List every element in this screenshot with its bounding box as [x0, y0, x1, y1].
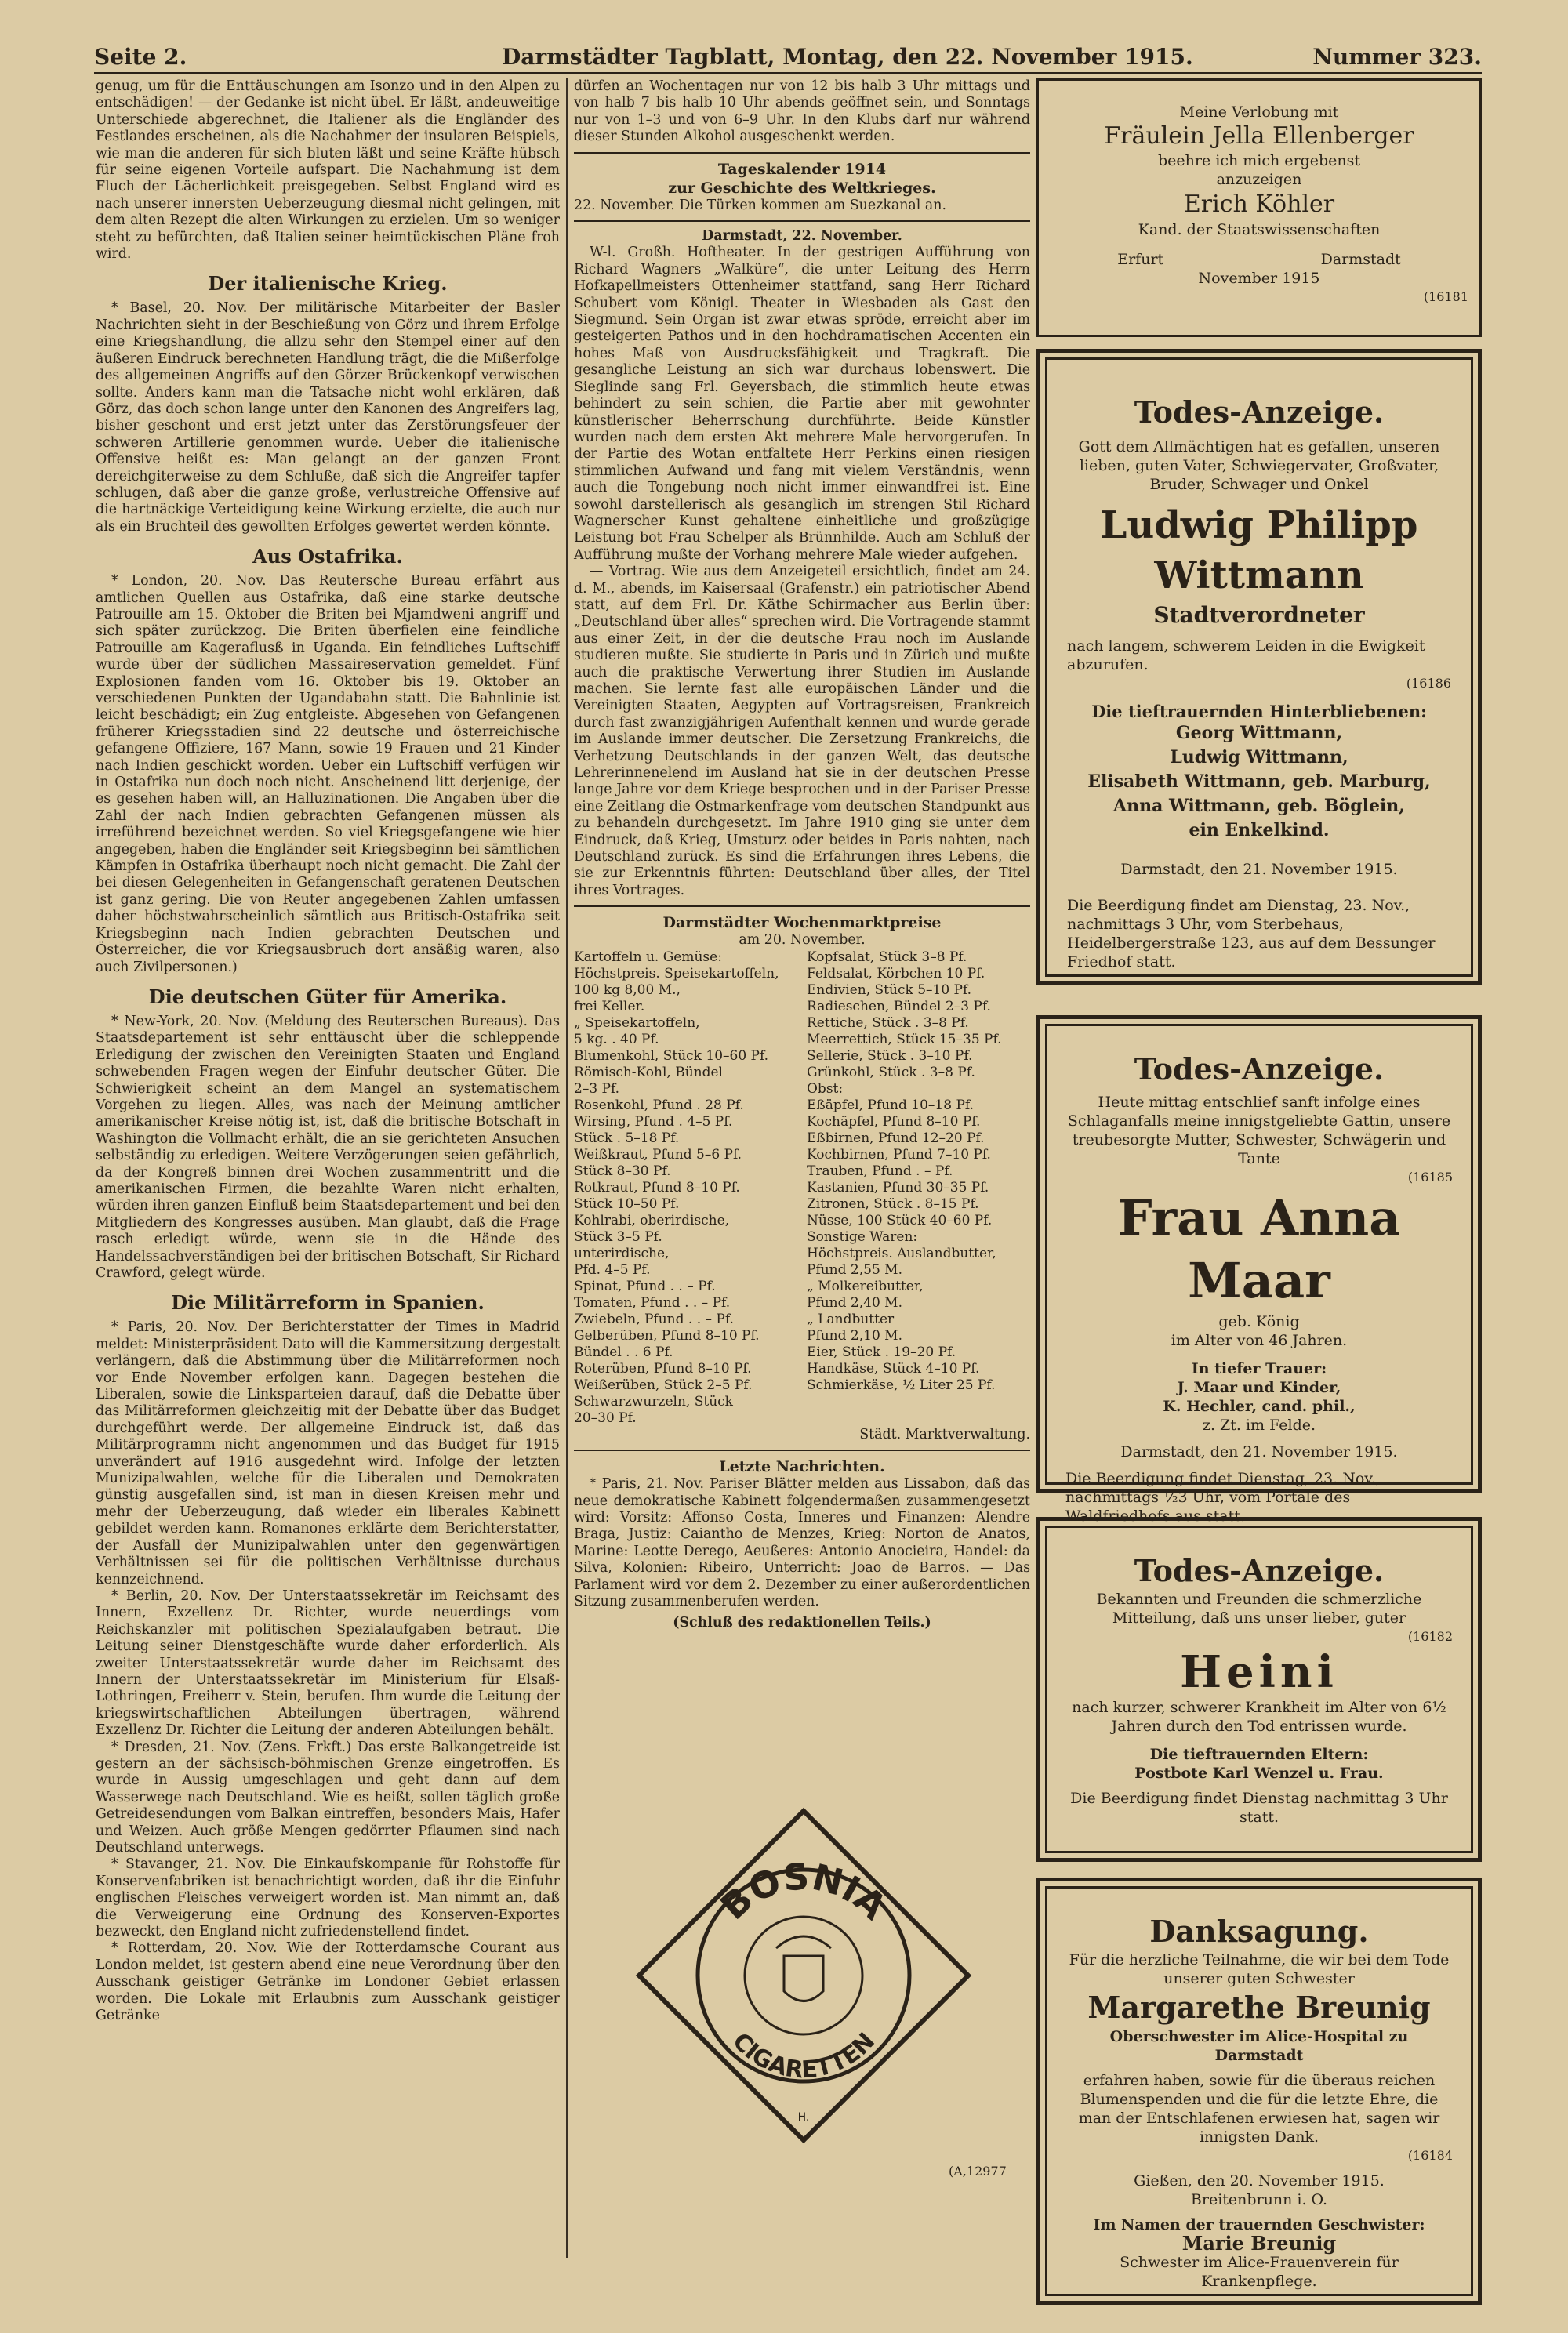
thanks-place-date: Gießen, den 20. November 1915. [1134, 2172, 1385, 2190]
market-price-row: Blumenkohl, Stück 10–60 Pf. [574, 1047, 769, 1064]
heading-ostafrika: Aus Ostafrika. [252, 545, 403, 568]
market-price-row: Gelberüben, Pfund 8–10 Pf. [574, 1327, 760, 1344]
divider [574, 152, 1030, 154]
heading-amerika: Die deutschen Güter für Amerika. [148, 985, 507, 1008]
article-intro: genug, um für die Enttäuschungen am Isonzo und in den Alpen zu entschädigen! — der Gedanke ist nicht übel. Er läßt, andeuweitige Unterschiede abgerechnet, die Italiener als die Engländer des Festlandes erscheinen, als die Nachahmer der insularen Beispiels, wie man die anderen für sich bluten läßt und seine Kräfte hübsch für seine eigenen Vorteile aufspart. Die Nachahmung ist dem Fluch der Lächerlichkeit preisgegeben. Selbst England wird es nach unserer innersten Ueberzeugung diesmal nicht gelingen, mit dem alten Rezept die alten Wirkungen zu erzielen. Um so weniger steht zu befürchten, daß Italien seiner heimtückischen Pläne froh wird. [96, 78, 560, 263]
market-price-row: Nüsse, 100 Stück 40–60 Pf. [807, 1212, 993, 1228]
heading-italian-war: Der italienische Krieg. [208, 272, 448, 296]
market-price-row: Schwarzwurzeln, Stück [574, 1393, 733, 1410]
market-price-row: Kastanien, Pfund 30–35 Pf. [807, 1179, 989, 1196]
market-price-row: Grünkohl, Stück . 3–8 Pf. [807, 1064, 975, 1080]
deceased-name: Ludwig Philipp Wittmann [1100, 503, 1418, 597]
heading-spanien: Die Militärreform in Spanien. [171, 1291, 485, 1315]
market-price-row: Feldsalat, Körbchen 10 Pf. [807, 965, 985, 981]
tageskalender-text: 22. November. Die Türken kommen am Suezkanal an. [574, 197, 946, 213]
market-price-row: Pfund 2,55 M. [807, 1261, 902, 1278]
article-newyork: * New-York, 20. Nov. (Meldung des Reuterschen Bureaus). Das Staatsdepartement ist sehr enttäuscht über die schleppende Erledigung der zwischen den Vereinigten Staaten und England schwebenden Fragen wegen der Einfuhr deutscher Güter. Die Schwierigkeit scheint an dem Mangel an systematischem Vorgehen zu liegen. Alles, was nach der Meinung amtlicher amerikanischer Kreise nötig ist, ist, daß die britische Botschaft in Washington die Vollmacht erhält, die an sie gerichteten Ansuchen selbständig zu erledigen. Weitere Verzögerungen seien gefährlich, da der Kongreß binnen drei Wochen zusammentritt und die amerikanischen Firmen, die bezahlte Waren nicht erhalten, würden ihren ganzen Einfluß beim Staatsdepartement und bei den Mitgliedern des Kongresses ausüben. Man glaubt, daß die Frage rasch erledigt würde, wenn sie in die Hände des Handelssachverständigen bei der britischen Botschaft, Sir Richard Crawford, gelegt würde. [96, 1013, 560, 1281]
market-title: Darmstädter Wochenmarktpreise [662, 914, 942, 932]
mourners-heading: In tiefer Trauer: [1191, 1360, 1327, 1377]
mourner: J. Maar und Kinder, [1177, 1379, 1341, 1396]
market-price-row: 5 kg. . 40 Pf. [574, 1031, 659, 1047]
article-london: * London, 20. Nov. Das Reutersche Bureau erfährt aus amtlichen Quellen aus Ostafrika, daß eine starke deutsche Patrouille am 15. Oktober die Briten bei Mjamdweni angriff und sich später zurückzog. Die Briten überfielen eine feindliche Patrouille am Kageraflusß in Uganda. Ein feindliches Luftschiff wurde über der südlichen Massaireservation gemeldet. Fünf Explosionen fanden vom 16. Oktober bis 19. Oktober an verschiedenen Punkten der Ugandabahn statt. Die Bahnlinie ist leicht beschädigt; ein Zug entgleiste. Abgesehen von Gefangenen früherer Kriegsstadien sind 22 deutsche und österreichische gefangene Offiziere, 167 Mann, sowie 19 Frauen und 21 Kinder nach Indien geschickt worden. Ueber ein Luftschiff verfügen wir in Ostafrika nun doch noch nicht. Anscheinend litt derjenige, der es gesehen haben will, an Halluzinationen. Die Angaben über die Zahl der nach Indien gebrachten Gefangenen müssen als irreführend bezeichnet werden. So viel Kriegsgefangene wie hier angegeben, haben die Engländer seit Kriegsbeginn bei sämtlichen Kämpfen in Ostafrika überhaupt noch nicht gemacht. Die Zahl der bei diesen Gelegenheiten in Gefangenschaft geratenen Deutschen ist ganz gering. Die von Reuter angegebenen Zahlen umfassen daher höchstwahrscheinlich sämtlich aus Britisch-Ostafrika seit Kriegsbeginn nach Indien gebrachten Deutschen und Österreicher, die vor Kriegsausbruch dort ansäßig waren, also auch Zivilpersonen.) [96, 573, 560, 975]
market-price-row: Stück 3–5 Pf. [574, 1228, 662, 1245]
mourner: K. Hechler, cand. phil., [1163, 1398, 1356, 1415]
obituary-text: Bekannten und Freunden die schmerzliche Mitteilung, daß uns unser lieber, guter [1096, 1591, 1422, 1627]
burial-info: Die Beerdigung findet am Dienstag, 23. Nov., nachmittags 3 Uhr, vom Sterbehaus, Heidelbergerstraße 123, aus auf dem Bessunger Friedhof statt. [1067, 897, 1436, 971]
article-hoftheater: W-l. Großh. Hoftheater. In der gestrigen Aufführung von Richard Wagners „Walküre“, die unter Leitung des Herrn Hofkapellmeisters Ottenheimer stattfand, sang Herr Richard Schubert vom Königl. Theater in Wiesbaden als Gast den Siegmund. Sein Organ ist zwar etwas spröde, erreicht aber im gesteigerten Pathos und in den hochdramatischen Accenten ein hohes Maß von Ausdrucksfähigkeit und Tragkraft. Die gesangliche Leistung an sich war durchaus lobenswert. Die Sieglinde sang Frl. Geyersbach, die stimmlich heute etwas behindert zu sein schien, die Partie aber mit gewohnter künstlerischer Beherrschung durchführte. Beide Künstler wurden nach dem ersten Akt mehrere Male hervorgerufen. In der Partie des Wotan entfaltete Herr Perkins einen riesigen stimmlichen Aufwand und fang mit vielem Verständnis, wenn auch die Tongebung noch nicht immer einwandfrei ist. Eine sowohl darstellerisch als gesanglich im strengen Stil Richard Wagnerscher Kunst gehaltene einheitliche und großzügige Leistung bot Frau Schelper als Brünnhilde. Auch am Schluß der Aufführung mußte der Vorhang mehrere Male wieder aufgehen. [574, 245, 1030, 563]
market-footer: Städt. Marktverwaltung. [859, 1426, 1030, 1442]
deceased-age: im Alter von 46 Jahren. [1171, 1332, 1348, 1349]
mourner: Ludwig Wittmann, [1170, 747, 1348, 767]
issue-number: Nummer 323. [1312, 44, 1482, 70]
ad-reference: (A,12977 [949, 2164, 1007, 2179]
editorial-end-note: (Schluß des redaktionellen Teils.) [673, 1615, 931, 1631]
obituary-wittmann [1036, 349, 1482, 985]
article-basel: * Basel, 20. Nov. Der militärische Mitarbeiter der Basler Nachrichten sieht in der Beschießung von Görz und ihrem Erfolge eine Kriegshandlung, die allzu sehr den Stempel einer auf den äußeren Eindruck berechneten Handlung trägt, die die Mißerfolge des allgemeinen Angriffs auf den Görzer Brückenkopf verwischen sollte. Anders kann man die Tatsache nicht wohl erklären, daß Görz, das doch schon lange unter den Kanonen des Angreifers lag, bisher geschont und erst jetzt unter das Zerstörungsfeuer der schweren Artillerie genommen wurde. Ueber die italienische Offensive heißt es: Man gelangt an der ganzen Front dereichgiterweise zu dem Schluße, daß sich die Angreifer tapfer schlugen, daß aber die ganze große, verlustreiche Offensive auf die hartnäckige Verteidigung keine Wirkung erzielte, die auch nur als ein Bruchteil des gewollten Erfolges gewertet werden könnte. [96, 300, 560, 535]
market-price-row: Rettiche, Stück . 3–8 Pf. [807, 1014, 969, 1031]
place-left: Erfurt [1117, 251, 1164, 268]
engagement-line: beehre ich mich ergebenst [1157, 152, 1361, 169]
page-number: Seite 2. [94, 44, 187, 70]
engagement-date: November 1915 [1198, 270, 1320, 287]
ad-ref: (16181 [1423, 289, 1468, 304]
mourner: Georg Wittmann, [1175, 723, 1343, 743]
ad-ref: (16184 [1407, 2148, 1453, 2163]
article-berlin: * Berlin, 20. Nov. Der Unterstaatssekretär im Reichsamt des Innern, Exzellenz Dr. Richter, wurde neuerdings vom Reichskanzler mit politischen Spezialaufgaben betraut. Die Leitung seiner Dienstgeschäfte wurde daher erforderlich. Als zweiter Unterstaatssekretär wurde daher im Reichsamt des Innern der Unterstaatssekretär im Ministerium für Elsaß-Lothringen, Freiherr v. Stein, berufen. Ihm wurde die Leitung der kriegswirtschaftlichen Abteilungen übertragen, während Exzellenz Dr. Richter die Leitung der anderen Abteilungen behält. [96, 1587, 560, 1739]
market-price-row: Eier, Stück . 19–20 Pf. [807, 1344, 956, 1360]
market-price-row: Kochbirnen, Pfund 7–10 Pf. [807, 1146, 991, 1163]
market-table [574, 949, 1030, 1427]
signature-role: Schwester im Alice-Frauenverein für Krankenpflege. [1120, 2254, 1399, 2290]
obituary-text: nach langem, schwerem Leiden in die Ewigkeit abzurufen. [1067, 637, 1425, 673]
mourners-heading: Die tieftrauernden Hinterbliebenen: [1091, 702, 1427, 721]
thanks-title: Danksagung. [1149, 1914, 1369, 1949]
market-price-row: Höchstpreis. Speisekartoffeln, [574, 965, 779, 981]
market-column-right [807, 949, 1030, 1427]
market-price-row: Kohlrabi, oberirdische, [574, 1212, 730, 1228]
obituary-text: nach kurzer, schwerer Krankheit im Alter von 6½ Jahren durch den Tod entrissen wurde. [1072, 1699, 1446, 1735]
market-price-row: Meerrettich, Stück 15–35 Pf. [807, 1031, 1002, 1047]
market-price-row: Rosenkohl, Pfund . 28 Pf. [574, 1097, 744, 1113]
market-price-row: Schmierkäse, ½ Liter 25 Pf. [807, 1377, 996, 1393]
deceased-role: Stadtverordneter [1153, 602, 1365, 628]
market-price-row: Kopfsalat, Stück 3–8 Pf. [807, 949, 967, 965]
market-price-row: Stück 8–30 Pf. [574, 1163, 671, 1179]
deceased-name: Margarethe Breunig [1087, 1990, 1431, 2025]
market-price-row: Pfund 2,10 M. [807, 1327, 902, 1344]
divider [574, 905, 1030, 907]
article-dresden: * Dresden, 21. Nov. (Zens. Frkft.) Das erste Balkangetreide ist gestern an der sächsisch-böhmischen Grenze eingetroffen. Es wurde in Aussig umgeschlagen und geht dann auf dem Wasserwege nach Deutschland. Wie es heißt, sollen täglich große Getreidesendungen vom Balkan eintreffen, besonders Mais, Hafer und Weizen. Auch größe Mengen gedörrter Pflaumen sind nach Deutschland unterwegs. [96, 1739, 560, 1856]
market-price-row: Stück . 5–18 Pf. [574, 1130, 680, 1146]
ad-artist-mark: H. [797, 2111, 810, 2124]
market-price-row: Bündel . . 6 Pf. [574, 1344, 673, 1360]
latest-news-title: Letzte Nachrichten. [719, 1458, 885, 1476]
engagement-line: anzuzeigen [1216, 171, 1302, 188]
deceased-role: Oberschwester im Alice-Hospital zu Darmstadt [1109, 2028, 1409, 2064]
obituary-date: Darmstadt, den 21. November 1915. [1120, 1443, 1398, 1460]
divider [574, 1450, 1030, 1451]
market-price-row: Handkäse, Stück 4–10 Pf. [807, 1360, 980, 1377]
market-price-row: Tomaten, Pfund . . – Pf. [574, 1294, 731, 1311]
market-price-row: „ Landbutter [807, 1311, 895, 1327]
obituary-text: Heute mittag entschlief sanft infolge eines Schlaganfalls meine innigstgeliebte Gattin, unsere treubesorgte Mutter, Schwester, Schwägerin und Tante [1067, 1094, 1451, 1167]
thanks-text: erfahren haben, sowie für die überaus reichen Blumenspenden und die für die letzte Ehre, die man der Entschlafenen erwiesen hat, sagen wir innigsten Dank. [1078, 2072, 1440, 2146]
market-price-row: Obst: [807, 1080, 844, 1097]
mourner: Anna Wittmann, geb. Böglein, [1113, 796, 1405, 816]
thanks-notice-breunig [1036, 1878, 1482, 2305]
obituary-text: Gott dem Allmächtigen hat es gefallen, unseren lieben, guten Vater, Schwiegervater, Großvater, Bruder, Schwager und Onkel [1078, 438, 1440, 493]
market-price-row: 100 kg 8,00 M., [574, 981, 681, 998]
article-rotterdam: * Rotterdam, 20. Nov. Wie der Rotterdamsche Courant aus London meldet, ist gestern abend eine neue Verordnung über den Ausschank geistiger Getränke im Londoner Gebiet erlassen worden. Die Lokale mit Erlaubnis zum Ausschank geistiger Getränke [96, 1940, 560, 2024]
groom-name: Erich Köhler [1183, 190, 1335, 218]
market-price-row: Stück 10–50 Pf. [574, 1196, 680, 1212]
ad-brand-text: BOSNIA [712, 1855, 895, 1928]
thanks-text: Für die herzliche Teilnahme, die wir bei dem Tode unserer guten Schwester [1069, 1951, 1450, 1987]
masthead-date: Darmstädter Tagblatt, Montag, den 22. November 1915. [502, 44, 1193, 70]
bride-name: Fräulein Jella Ellenberger [1104, 122, 1414, 150]
market-price-row: Eßäpfel, Pfund 10–18 Pf. [807, 1097, 974, 1113]
article-paris: * Paris, 20. Nov. Der Berichterstatter der Times in Madrid meldet: Ministerpräsident Dato will die Kammersitzung dergestalt verlängern, daß die Abstimmung über die Militärreformen noch vor Ende November erfolgen kann. Dagegen bestehen die Liberalen, sowie die Linksparteien darauf, daß die Debatte über das Militärreformen gleichzeitig mit der Debatte über das Budget durchgeführt werde. Der allgemeine Eindruck ist, daß das Militärprogramm nicht angenommen und das Budget für 1915 unverändert auf 1916 ausgedehnt wird. Infolge der letzten Munizipalwahlen, welche für die Liberalen und Demokraten günstig ausgefallen sind, ist man in diesen Kreisen mehr und mehr der Ueberzeugung, daß wieder ein liberales Kabinett gebildet werden kann. Romanones erklärte dem Berichterstatter, der Ausfall der Munizipalwahlen unter den gegenwärtigen Verhältnissen sei für die politischen Verhältnisse durchaus kennzeichnend. [96, 1319, 560, 1587]
mourners-heading: Die tieftrauernden Eltern: [1149, 1746, 1369, 1763]
market-price-row: Trauben, Pfund . – Pf. [807, 1163, 953, 1179]
article-vortrag: — Vortrag. Wie aus dem Anzeigeteil ersichtlich, findet am 24. d. M., abends, im Kaisersaal (Grafenstr.) ein patriotischer Abend statt, auf dem Frl. Dr. Käthe Schirmacher aus Berlin über: „Deutschland über alles“ sprechen wird. Die Vortragende stammt aus einer Zeit, in der die deutsche Frau noch im Auslande studieren mußte. Sie studierte in Paris und in Zürich und mußte auch die praktische Verwertung ihrer Studien im Auslande machen. Sie lernte fast alle europäischen Länder und die Vereinigten Staaten, Aegypten auf Vortragsreisen, Frankreich durch fast zwanzigjährigen Aufenthalt kennen und wurde gerade im Auslande immer deutscher. Die Zersetzung Frankreichs, die Verhetzung Deutschlands in der ganzen Welt, das deutsche Lehrerinnenelend im Ausland hat sie in der deutschen Presse lange Jahre vor dem Kriege besprochen und in der Pariser Presse eine Zeitlang die Ostmarkenfrage vom deutschen Standpunkt aus zu behandeln durchgesetzt. Im Jahre 1910 ging sie unter dem Eindruck, daß Krieg, Umsturz oder beides in Paris nahten, nach Deutschland zurück. Es sind die Erfahrungen ihres Lebens, die sie zur Erkenntnis führten: Deutschland über alles, der Titel ihres Vortrages. [574, 564, 1030, 898]
market-column-left [574, 949, 797, 1427]
market-price-row: Pfd. 4–5 Pf. [574, 1261, 651, 1278]
market-price-row: Rotkraut, Pfund 8–10 Pf. [574, 1179, 740, 1196]
ad-ref: (16185 [1407, 1170, 1453, 1185]
column-1 [96, 78, 560, 2313]
deceased-birth-name: geb. König [1218, 1313, 1300, 1330]
market-date: am 20. November. [739, 932, 866, 949]
bosnia-cigarette-ad [635, 1807, 972, 2144]
signature-heading: Im Namen der trauernden Geschwister: [1093, 2216, 1425, 2233]
engagement-line: Meine Verlobung mit [1179, 103, 1339, 121]
market-price-row: „ Molkereibutter, [807, 1278, 924, 1294]
market-price-row: Eßbirnen, Pfund 12–20 Pf. [807, 1130, 985, 1146]
market-price-row: 2–3 Pf. [574, 1080, 620, 1097]
ad-product-text: CIGARETTEN [727, 2027, 880, 2084]
market-price-row: Zitronen, Stück . 8–15 Pf. [807, 1196, 979, 1212]
market-price-row: frei Keller. [574, 998, 645, 1014]
obituary-heini [1036, 1517, 1482, 1862]
deceased-name: Heini [1180, 1646, 1338, 1698]
mourner-note: z. Zt. im Felde. [1202, 1417, 1316, 1434]
article-stavanger: * Stavanger, 21. Nov. Die Einkaufskompanie für Rohstoffe für Konservenfabriken ist benachrichtigt worden, daß ihr die Einfuhr englischen Fleisches verweigert worden ist. Man nimmt an, daß die Verweigerung eine Ordnung des Konserven-Exportes bezweckt, den England nicht zufriedenstellend findet. [96, 1856, 560, 1940]
thanks-place: Breitenbrunn i. O. [1190, 2191, 1328, 2208]
divider [574, 220, 1030, 222]
market-price-row: Roterüben, Pfund 8–10 Pf. [574, 1360, 752, 1377]
obituary-title: Todes-Anzeige. [1134, 1553, 1385, 1588]
article-lissabon: * Paris, 21. Nov. Pariser Blätter melden aus Lissabon, daß das neue demokratische Kabinett folgendermaßen zusammengesetzt wird: Vorsitz: Affonso Costa, Inneres und Finanzen: Alendre Braga, Justiz: Caiantho de Menzes, Krieg: Norton de Anatos, Marine: Leotte Derego, Aeußeres: Antonio Anocieira, Handel: da Silva, Kolonien: Ribeiro, Unterricht: Joao de Barros. — Das Parlament wird vor dem 2. Dezember zu einer außerordentlichen Sitzung zusammenberufen werden. [574, 1476, 1030, 1609]
market-price-row: Endivien, Stück 5–10 Pf. [807, 981, 972, 998]
ad-ref: (16186 [1406, 676, 1451, 691]
market-price-row: Pfund 2,40 M. [807, 1294, 902, 1311]
mourner: Elisabeth Wittmann, geb. Marburg, [1087, 771, 1431, 792]
article-continuation: dürfen an Wochentagen nur von 12 bis halb 3 Uhr mittags und von halb 7 bis halb 10 Uhr abends geöffnet sein, und Sonntags nur von 1–3 und von 6–9 Uhr. In den Klubs darf nur während dieser Stunden Alkohol ausgeschenkt werden. [574, 78, 1030, 145]
obituary-date: Darmstadt, den 21. November 1915. [1120, 861, 1398, 878]
mourner: Postbote Karl Wenzel u. Frau. [1134, 1765, 1384, 1782]
place-right: Darmstadt [1320, 251, 1401, 268]
market-price-row: Spinat, Pfund . . – Pf. [574, 1278, 716, 1294]
market-price-row: Zwiebeln, Pfund . . – Pf. [574, 1311, 734, 1327]
market-price-row: 20–30 Pf. [574, 1410, 637, 1426]
market-price-row: Wirsing, Pfund . 4–5 Pf. [574, 1113, 733, 1130]
burial-info: Die Beerdigung findet Dienstag, 23. Nov., nachmittags ½3 Uhr, vom Portale des Waldfriedhofs aus statt. [1065, 1470, 1381, 1525]
local-news-dateline: Darmstadt, 22. November. [702, 228, 902, 245]
groom-title: Kand. der Staatswissenschaften [1138, 221, 1381, 238]
market-price-row: Kochäpfel, Pfund 8–10 Pf. [807, 1113, 981, 1130]
page-header [94, 41, 1482, 74]
market-price-row: Radieschen, Bündel 2–3 Pf. [807, 998, 991, 1014]
market-price-row: unterirdische, [574, 1245, 670, 1261]
mourner: ein Enkelkind. [1189, 820, 1330, 840]
tageskalender-title: Tageskalender 1914 [717, 160, 887, 178]
market-price-row: „ Speisekartoffeln, [574, 1014, 700, 1031]
obituary-title: Todes-Anzeige. [1134, 394, 1385, 430]
tageskalender-subtitle: zur Geschichte des Weltkrieges. [668, 179, 936, 197]
signature-name: Marie Breunig [1181, 2232, 1337, 2255]
market-price-row: Weißerüben, Stück 2–5 Pf. [574, 1377, 753, 1393]
market-price-row: Sellerie, Stück . 3–10 Pf. [807, 1047, 973, 1064]
market-price-row: Höchstpreis. Auslandbutter, [807, 1245, 996, 1261]
obituary-maar [1036, 1015, 1482, 1525]
burial-info: Die Beerdigung findet Dienstag nachmittag 3 Uhr statt. [1070, 1790, 1448, 1826]
engagement-notice [1036, 78, 1482, 337]
market-price-row: Sonstige Waren: [807, 1228, 918, 1245]
market-price-row: Römisch-Kohl, Bündel [574, 1064, 723, 1080]
obituary-title: Todes-Anzeige. [1134, 1051, 1385, 1087]
market-price-row: Kartoffeln u. Gemüse: [574, 949, 722, 965]
deceased-name: Frau Anna Maar [1117, 1189, 1401, 1309]
ad-ref: (16182 [1407, 1629, 1453, 1644]
market-price-row: Weißkraut, Pfund 5–6 Pf. [574, 1146, 742, 1163]
